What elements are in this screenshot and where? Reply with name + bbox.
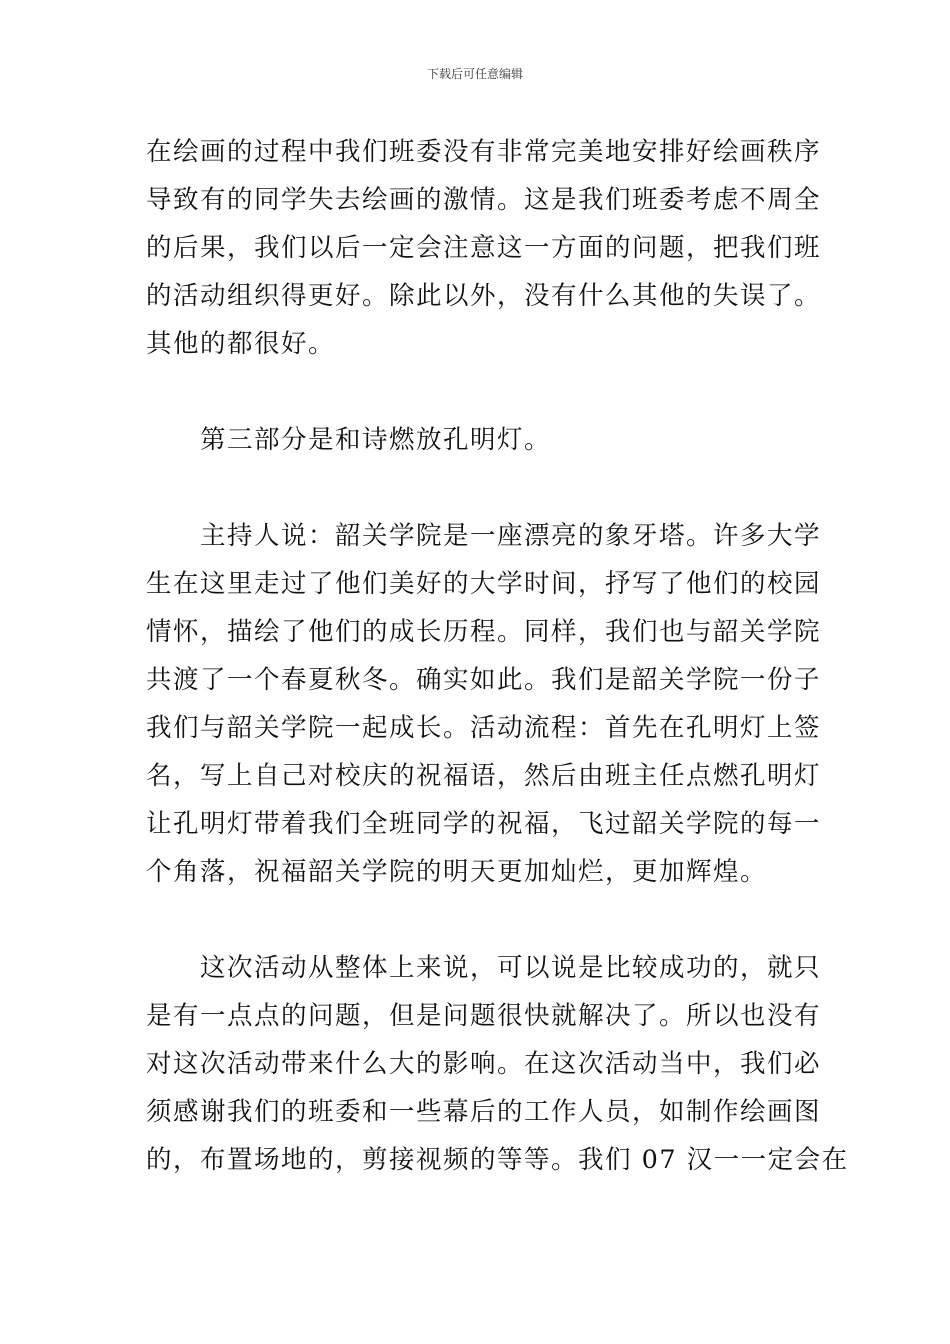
text-line: 是有一点点的问题，但是问题很快就解决了。所以也没有 <box>146 1001 822 1031</box>
text-line: 名，写上自己对校庆的祝福语，然后由班主任点燃孔明灯 <box>146 761 822 791</box>
text-line: 的后果，我们以后一定会注意这一方面的问题，把我们班 <box>146 233 822 263</box>
text-line: 生在这里走过了他们美好的大学时间，抒写了他们的校园 <box>146 569 822 599</box>
text-line: 的，布置场地的，剪接视频的等等。我们 07 汉一一定会在 <box>146 1145 849 1175</box>
paragraph-gap <box>146 368 810 416</box>
paragraph-gap <box>146 464 810 512</box>
document-body <box>146 128 849 1184</box>
text-line: 其他的都很好。 <box>146 329 336 359</box>
text-line: 主持人说：韶关学院是一座漂亮的象牙塔。许多大学 <box>146 521 822 551</box>
section-heading: 第三部分是和诗燃放孔明灯。 <box>146 425 552 455</box>
text-line: 这次活动从整体上来说，可以说是比较成功的，就只 <box>146 953 822 983</box>
text-line: 在绘画的过程中我们班委没有非常完美地安排好绘画秩序 <box>146 137 822 167</box>
paragraph-gap <box>146 896 810 944</box>
text-line: 我们与韶关学院一起成长。活动流程：首先在孔明灯上签 <box>146 713 822 743</box>
text-line: 情怀，描绘了他们的成长历程。同样，我们也与韶关学院 <box>146 617 822 647</box>
text-line: 共渡了一个春夏秋冬。确实如此。我们是韶关学院一份子 <box>146 665 822 695</box>
text-line: 让孔明灯带着我们全班同学的祝福，飞过韶关学院的每一 <box>146 809 822 839</box>
text-line: 个角落，祝福韶关学院的明天更加灿烂，更加辉煌。 <box>146 857 768 887</box>
text-line: 对这次活动带来什么大的影响。在这次活动当中，我们必 <box>146 1049 822 1079</box>
text-line: 须感谢我们的班委和一些幕后的工作人员，如制作绘画图 <box>146 1097 822 1127</box>
text-line: 导致有的同学失去绘画的激情。这是我们班委考虑不周全 <box>146 185 822 215</box>
page-header: 下载后可任意编辑 <box>426 67 523 81</box>
text-line: 的活动组织得更好。除此以外，没有什么其他的失误了。 <box>146 281 822 311</box>
